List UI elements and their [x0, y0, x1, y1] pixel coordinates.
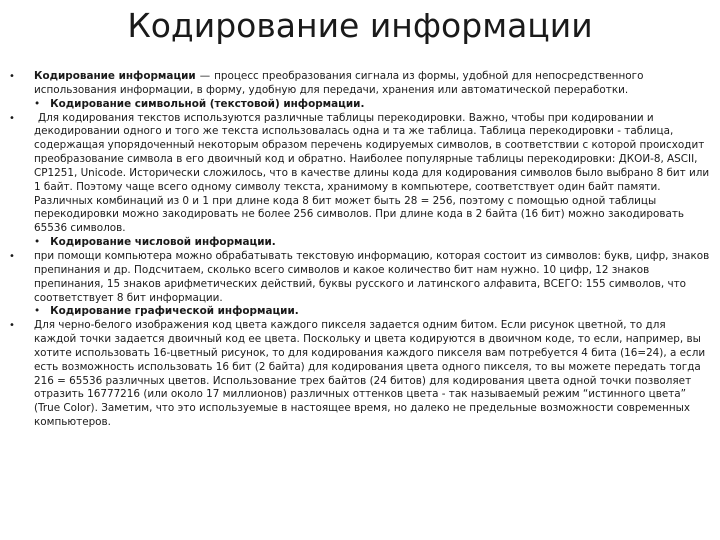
subheading-number-encoding: [34, 236, 710, 250]
definition-body: процесс преобразования сигнала из формы, удобной для непосредственного использования информации, в форму, удобную для передачи, хранения или автоматической переработки.: [34, 70, 644, 96]
subheading-text-encoding: [34, 98, 710, 112]
bullet-paragraph-color-encoding: [6, 319, 710, 430]
subheading-graphics-encoding: [34, 305, 710, 319]
sub-bullet-icon: •: [34, 97, 41, 110]
subheading-number-encoding-label: Кодирование числовой информации.: [50, 236, 276, 249]
sub-bullet-icon: •: [34, 236, 41, 249]
color-encoding-text: Для черно-белого изображения код цвета каждого пикселя задается одним битом. Если рисунок цветной, то для каждой точки задается двоичный код ее цвета. Поскольку и цвета кодируются в двоичном коде, то если, например, вы хотите использовать 16-цветный рисунок, то для кодирования каждого пикселя вам потребуется 4 бита (16=24), а если есть возможность использовать 16 бит (2 байта) для кодирования цвета одного пикселя, то вы можете передать тогда 216 = 65536 различных цветов. Использование трех байтов (24 битов) для кодирования цвета одной точки позволяет отразить 16777216 (или около 17 миллионов) различных оттенков цвета - так называемый режим “истинного цвета” (True Color). Заметим, что это используемые в настоящее время, но далеко не предельные возможности современных компьютеров.: [34, 319, 706, 429]
code-tables-text: Для кодирования текстов используются различные таблицы перекодировки. Важно, чтобы при кодировании и декодировании одного и того же текста использовалась одна и та же таблица. Таблица перекодировки - таблица, содержащая упорядоченный некоторым образом перечень кодируемых символов, в соответствии с которой происходит преобразование символа в его двоичный код и обратно. Наиболее популярные таблицы перекодировки: ДКОИ-8, ASCII, CP1251, Unicode. Исторически сложилось, что в качестве длины кода для кодирования символов было выбрано 8 бит или 1 байт. Поэтому чаще всего одному символу текста, хранимому в компьютере, соответствует один байт памяти. Различных комбинаций из 0 и 1 при длине кода 8 бит может быть 28 = 256, поэтому с помощью одной таблицы перекодировки можно закодировать не более 256 символов. При длине кода в 2 байта (16 бит) можно закодировать 65536 символов.: [34, 111, 710, 235]
definition-term: Кодирование информации: [34, 70, 196, 82]
bullet-paragraph-symbol-count: [6, 250, 710, 319]
bullet-icon: •: [9, 71, 15, 82]
bullet-icon: •: [9, 250, 15, 262]
definition-dash: —: [199, 70, 211, 82]
sub-bullet-icon: •: [34, 305, 41, 318]
slide-title: Кодирование информации: [127, 6, 593, 45]
symbol-count-text: при помощи компьютера можно обрабатывать текстовую информацию, которая состоит из символов: букв, цифр, знаков препинания и др. Подсчитаем, сколько всего символов и какое количество бит нам нужно. 10 цифр, 12 знаков препинания, 15 знаков арифметических действий, буквы русского и латинского алфавита, ВСЕГО: 155 символов, что соответствует 8 бит информации.: [34, 249, 710, 304]
subheading-text-encoding-label: Кодирование символьной (текстовой) информации.: [50, 97, 365, 110]
bullet-icon: •: [9, 112, 15, 124]
bullet-paragraph-code-tables: [6, 112, 710, 250]
bullet-paragraph-encoding-definition: [6, 70, 710, 112]
subheading-graphics-encoding-label: Кодирование графической информации.: [50, 305, 299, 318]
definition-text: [34, 70, 710, 98]
bullet-icon: •: [9, 320, 15, 332]
slide-content: [6, 70, 710, 430]
